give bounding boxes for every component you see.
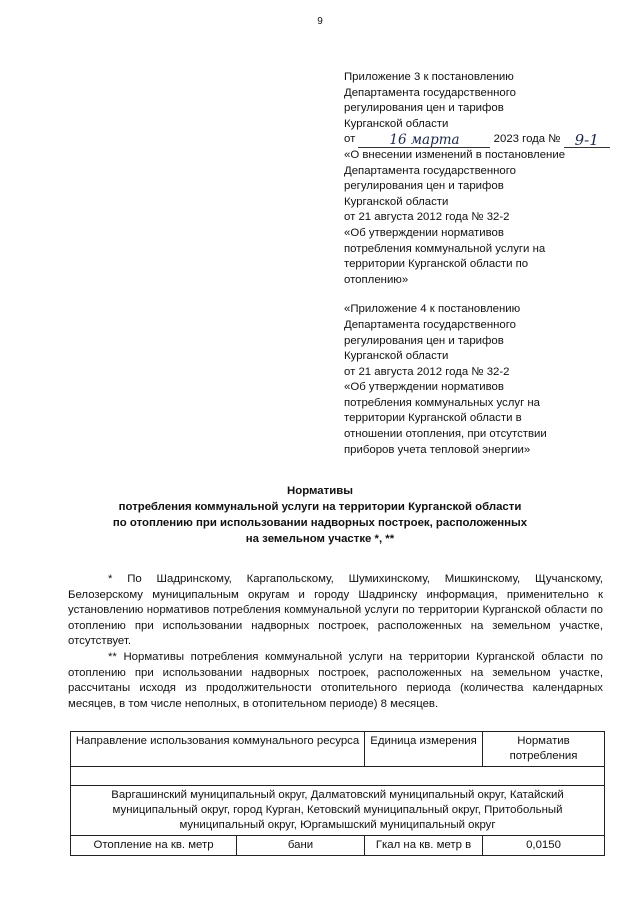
cell-building: бани — [237, 836, 365, 856]
table-header-row — [71, 732, 605, 767]
heading-title: Нормативы — [287, 485, 353, 497]
appendix-line: Курганской области — [344, 350, 449, 363]
appendix-line: регулирования цен и тарифов — [344, 334, 504, 347]
header-direction: Направление использования коммунального ресурса — [71, 732, 365, 767]
appendix-line: потребления коммунальных услуг на — [344, 396, 541, 409]
group-title-cell: Варгашинский муниципальный округ, Далматовский муниципальный округ, Катайский муниципальный округ, город Курган, Кетовский муниципальный округ, Притобольный муниципальный округ, Юргамышский муниципальный округ — [71, 786, 605, 836]
handwritten-date: 16 марта — [358, 134, 490, 148]
table-group-row — [71, 786, 605, 836]
appendix-line: Департамента государственного — [344, 164, 516, 177]
appendix-date-line — [344, 132, 614, 148]
appendix-line: «Приложение 4 к постановлению — [344, 303, 521, 316]
heading-line: по отоплению при использовании надворных построек, расположенных — [112, 517, 528, 529]
appendix-line: территории Курганской области в — [344, 412, 522, 425]
date-prefix: от — [344, 133, 356, 146]
appendix-line: отношении отопления, при отсутствии — [344, 428, 547, 441]
table-row — [71, 836, 605, 856]
appendix-line: регулирования цен и тарифов — [344, 102, 504, 115]
appendix-line: Курганской области — [344, 117, 449, 130]
appendix-line: от 21 августа 2012 года № 32-2 — [344, 365, 510, 378]
cell-direction: Отопление на кв. метр — [71, 836, 237, 856]
footnotes — [68, 572, 603, 712]
handwritten-number: 9-1 — [564, 134, 610, 148]
appendix-line: территории Курганской области по — [344, 258, 529, 271]
appendix-line: потребления коммунальной услуги на — [344, 242, 546, 255]
paragraph-gap — [344, 288, 614, 302]
appendix-line: «Об утверждении нормативов — [344, 381, 504, 394]
header-norm: Норматив потребления — [483, 732, 605, 767]
heading-line: на земельном участке *, ** — [245, 533, 395, 545]
appendix-line: Департамента государственного — [344, 318, 516, 331]
appendix-line: Приложение 3 к постановлению — [344, 71, 514, 83]
appendix-line: «Об утверждении нормативов — [344, 226, 504, 239]
footnote-2: ** Нормативы потребления коммунальной услуги на территории Курганской области по отоплению при использовании надворных построек, расположенных на земельном участке, рассчитаны исходя из продолжительности отопительного периода (количества календарных месяцев, в том числе неполных, в отопительном периоде) 8 месяцев. — [68, 650, 603, 710]
appendix-line: «О внесении изменений в постановление — [344, 148, 566, 161]
heading-line: потребления коммунальной услуги на территории Курганской области — [118, 501, 522, 513]
cell-unit: Гкал на кв. метр в — [365, 836, 483, 856]
page-number: 9 — [317, 16, 323, 27]
appendix-line: Курганской области — [344, 195, 449, 208]
cell-value: 0,0150 — [483, 836, 605, 856]
appendix-line: от 21 августа 2012 года № 32-2 — [344, 211, 510, 224]
footnote-1: * По Шадринскому, Каргапольскому, Шумихинскому, Мишкинскому, Щучанскому, Белозерскому муниципальным округам и городу Шадринску информация, применительно к установлению нормативов потребления коммунальной услуги по территории Курганской области по отоплению при использовании надворных построек, расположенных на земельном участке, отсутствует. — [68, 573, 603, 648]
appendix-line: отоплению» — [344, 273, 409, 286]
appendix-line: приборов учета тепловой энергии» — [344, 443, 531, 456]
appendix-line: регулирования цен и тарифов — [344, 180, 504, 193]
document-heading — [60, 483, 580, 547]
spacer-cell — [71, 767, 605, 786]
appendix-line: Департамента государственного — [344, 86, 516, 99]
norms-table — [70, 731, 605, 856]
table-spacer-row — [71, 767, 605, 786]
year-text: 2023 года № — [493, 133, 561, 146]
header-unit: Единица измерения — [365, 732, 483, 767]
appendix-block — [344, 70, 614, 458]
